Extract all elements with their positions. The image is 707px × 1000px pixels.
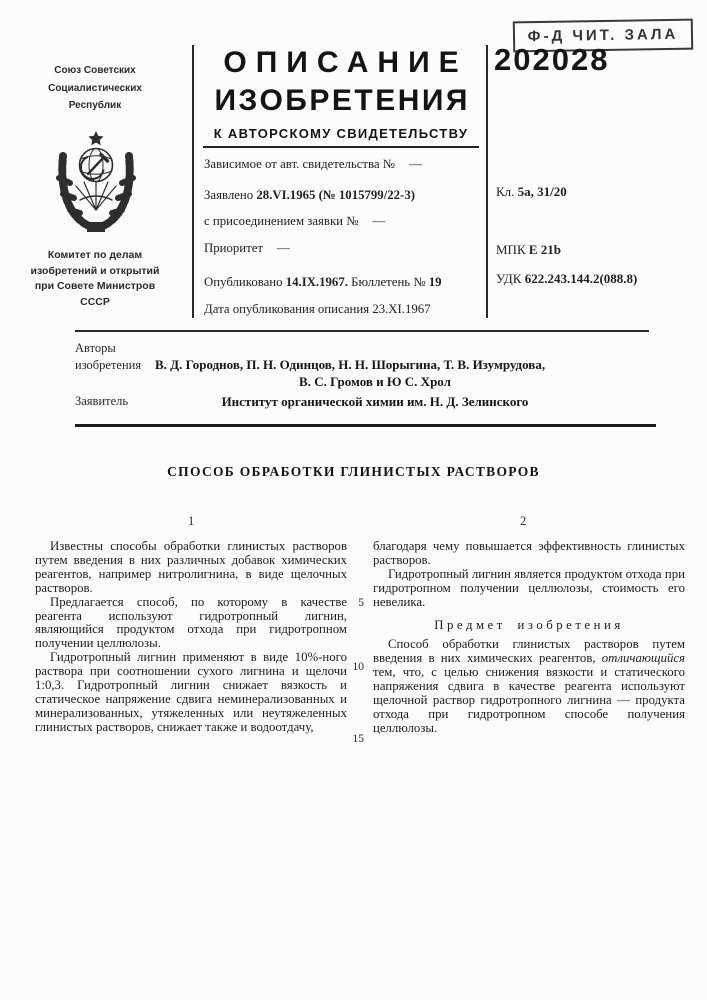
- biblio-dependent-label: Зависимое от авт. свидетельства №: [204, 157, 395, 171]
- biblio-priority: [204, 241, 482, 256]
- udk-value: 622.243.144.2(088.8): [524, 271, 638, 286]
- biblio-bulletin-number: 19: [428, 275, 442, 289]
- biblio-bulletin-label: Бюллетень №: [351, 275, 426, 289]
- country-name: [0, 62, 190, 115]
- masthead-title-line2: ИЗОБРЕТЕНИЯ: [214, 84, 470, 117]
- library-stamp-text: Ф-Д ЧИТ. ЗАЛА: [527, 25, 679, 46]
- biblio-priority-value: —: [277, 241, 290, 255]
- ussr-emblem-graphic: [50, 130, 142, 234]
- authors-label-line1: Авторы: [75, 341, 116, 355]
- paragraph: Гидротропный лигнин является продуктом отхода при гидротропном получении целлюлозы, стоимость его невелика.: [373, 566, 685, 609]
- biblio-filed: [204, 188, 482, 203]
- column-1-number: 1: [188, 514, 195, 528]
- country-line: Социалистических: [48, 82, 142, 94]
- country-line: Союз Советских: [54, 65, 136, 76]
- header-right-divider: [486, 45, 488, 318]
- biblio-filed-number: (№ 1015799/22-3): [318, 188, 415, 202]
- country-line: Республик: [68, 100, 122, 111]
- biblio-filed-label: Заявлено: [204, 188, 254, 202]
- claim-text-italic: отличающийся: [601, 651, 685, 666]
- claim-text-after: тем, что, с целью снижения вязкости и статического напряжения сдвига в качестве реагента используют щелочной раствор гидротропного лигнина — продукта отхода при гидротропном способе получения целлюлозы.: [373, 665, 685, 735]
- classification-mpk: [496, 242, 561, 258]
- column-2-number: 2: [520, 514, 527, 528]
- authors-names-line1: В. Д. Городнов, П. Н. Одинцов, Н. Н. Шорыгина, Т. В. Изумрудова,: [155, 357, 546, 372]
- line-marker-5: 5: [358, 597, 364, 609]
- biblio-joined-value: —: [372, 214, 386, 228]
- committee-line: изобретений и открытий: [30, 264, 160, 277]
- claims-heading: Предмет изобретения: [434, 617, 624, 632]
- committee-line: при Совете Министров: [34, 280, 156, 292]
- ussr-state-emblem: [50, 130, 142, 239]
- masthead-subtitle: К АВТОРСКОМУ СВИДЕТЕЛЬСТВУ: [203, 126, 479, 148]
- classification-class: [496, 184, 567, 200]
- applicant-value: Институт органической химии им. Н. Д. Зелинского: [221, 394, 529, 409]
- class-value: 5а, 31/20: [517, 184, 567, 199]
- biblio-desc-date: [204, 302, 482, 317]
- biblio-desc-date-value: 23.XI.1967: [372, 302, 431, 316]
- patent-number: 202028: [494, 42, 610, 77]
- committee-name: [0, 248, 190, 310]
- class-label: Кл.: [496, 184, 515, 199]
- biblio-dependent: [204, 157, 482, 172]
- body-right-column: [373, 540, 685, 736]
- paragraph: Известны способы обработки глинистых растворов путем введения в них различных добавок химических реагентов, например нитролигнина, в виде щелочных растворов.: [35, 539, 347, 595]
- biblio-joined-label: с присоединением заявки №: [204, 214, 359, 228]
- biblio-joined: [204, 214, 482, 229]
- committee-line: Комитет по делам: [47, 249, 143, 261]
- applicant-label: Заявитель: [75, 394, 129, 408]
- emblem-ribbon: [87, 222, 105, 232]
- line-marker-15: 15: [352, 733, 364, 745]
- biblio-filed-date: 28.VI.1965: [256, 188, 316, 202]
- mpk-value: Е 21b: [528, 242, 562, 257]
- paragraph: благодаря чему повышается эффективность глинистых растворов.: [373, 539, 685, 567]
- claim-paragraph: [373, 638, 685, 735]
- authors-names-line2: В. С. Громов и Ю С. Хрол: [299, 374, 451, 389]
- emblem-star: [88, 131, 103, 145]
- attribution-bottom-rule: [75, 424, 656, 427]
- biblio-priority-label: Приоритет: [204, 241, 263, 255]
- udk-label: УДК: [496, 271, 522, 286]
- body-left-column: [35, 540, 347, 735]
- line-marker-10: 10: [352, 661, 364, 673]
- committee-line: СССР: [80, 295, 110, 308]
- paragraph: Гидротропный лигнин применяют в виде 10%-ного раствора при соотношении сухого лигнина и щелочи 1:0,3. Гидротропный лигнин снижает вязкость и статическое напряжение сдвига неминерализованных и минерализованных, утяжеленных или неутяжеленных глинистых растворов, снижает также и водоотдачу,: [35, 650, 347, 734]
- invention-title: СПОСОБ ОБРАБОТКИ ГЛИНИСТЫХ РАСТВОРОВ: [167, 464, 540, 479]
- paragraph: Предлагается способ, по которому в качестве реагента используют гидротропный лигнин, являющийся продуктом отхода при гидротропном получении целлюлозы.: [35, 594, 347, 651]
- masthead-title-line1: ОПИСАНИЕ: [223, 46, 468, 79]
- biblio-published-label: Опубликовано: [204, 275, 283, 289]
- biblio-published-date: 14.IX.1967.: [285, 275, 348, 289]
- header-bottom-rule: [75, 330, 649, 332]
- header-left-divider: [192, 45, 194, 318]
- claim-text-before: Способ обработки глинистых растворов путем введения в них химических реагентов,: [373, 637, 685, 666]
- biblio-published: [204, 275, 482, 290]
- biblio-dependent-value: —: [409, 157, 422, 171]
- biblio-desc-date-label: Дата опубликования описания: [204, 302, 370, 316]
- classification-udk: [496, 271, 637, 287]
- authors-label-line2: изобретения: [75, 358, 142, 372]
- mpk-label: МПК: [496, 242, 526, 257]
